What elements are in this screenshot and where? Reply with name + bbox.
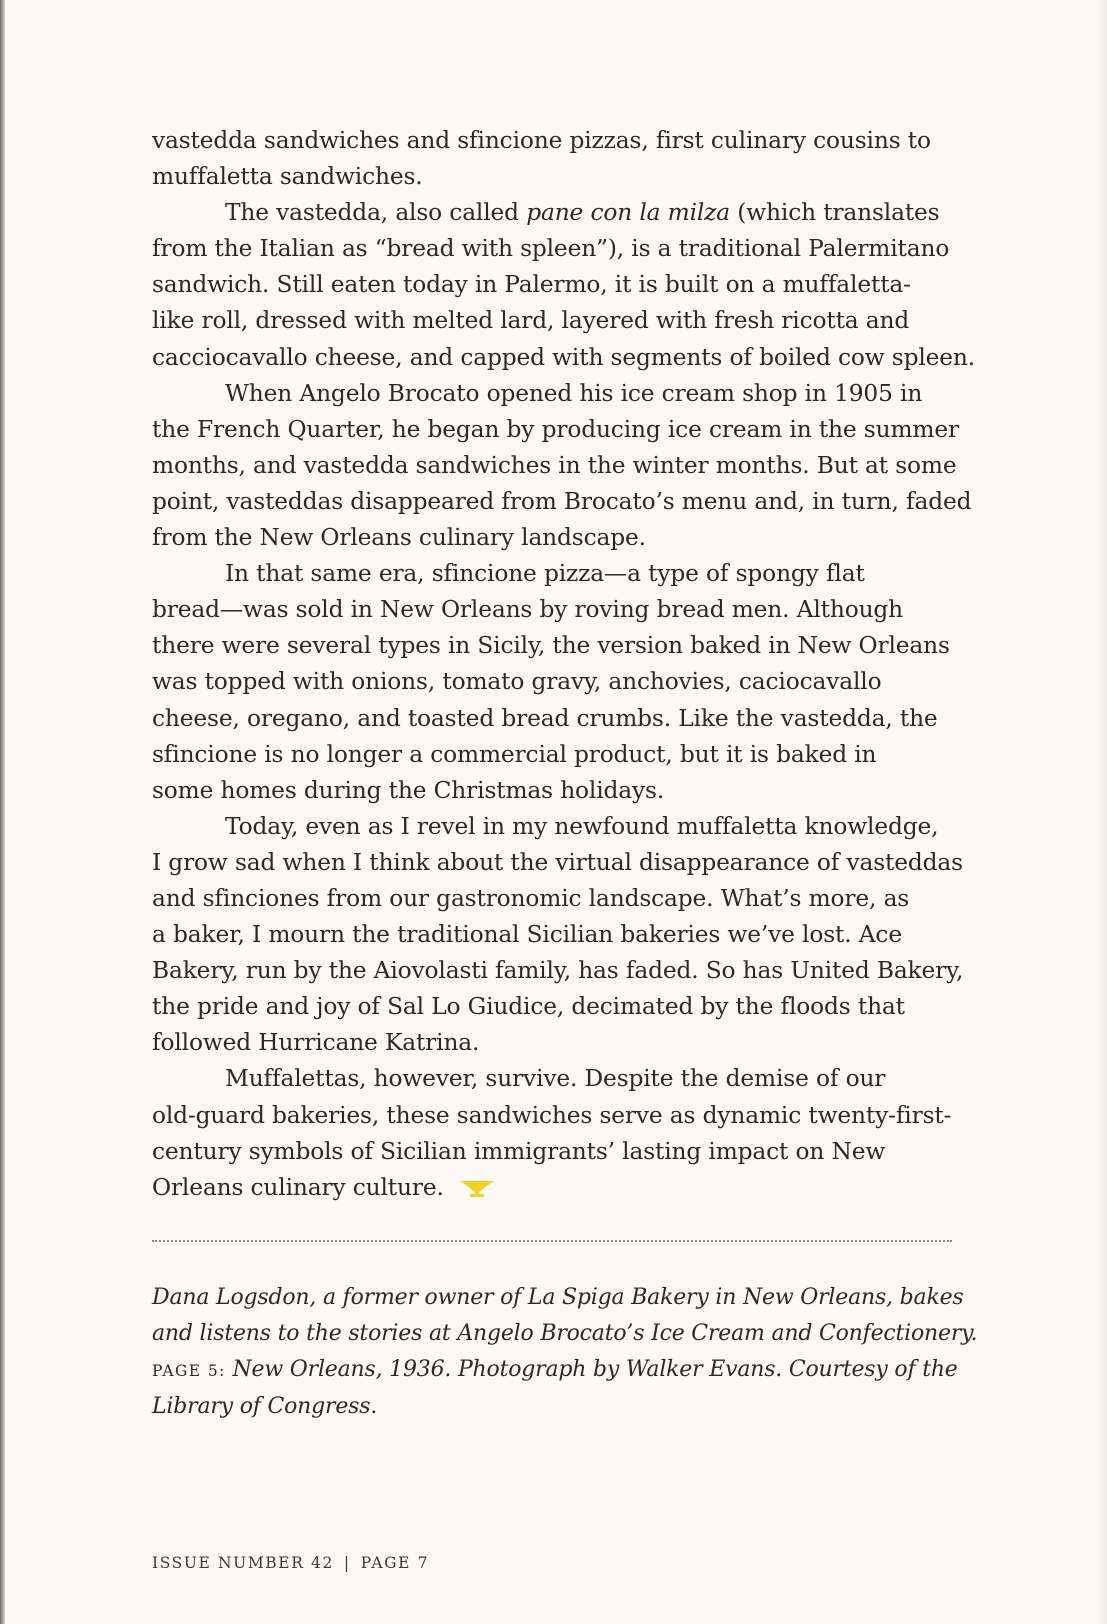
caption-line: [152, 1352, 962, 1389]
end-of-article-cup-icon: [458, 1177, 496, 1199]
issue-number: ISSUE NUMBER 42: [152, 1554, 334, 1572]
text-line: the French Quarter, he began by producing ice cream in the summer: [152, 415, 959, 443]
page-edge-left: [0, 0, 5, 1624]
page-edge-right: [1097, 0, 1107, 1624]
text-segment: (which translates: [730, 199, 940, 227]
caption-line: Library of Congress.: [152, 1394, 378, 1419]
dotted-divider: [152, 1240, 952, 1242]
paragraph-1: [152, 123, 962, 195]
text-line: sandwich. Still eaten today in Palermo, it is built on a muffaletta-: [152, 271, 911, 299]
caption-line: Dana Logsdon, a former owner of La Spiga Bakery in New Orleans, bakes: [152, 1285, 964, 1310]
text-segment: The vastedda, also called: [225, 199, 527, 227]
text-line: century symbols of Sicilian immigrants’ lasting impact on New: [152, 1137, 886, 1165]
caption-text-segment: New Orleans, 1936. Photograph by Walker Evans. Courtesy of the: [225, 1357, 958, 1382]
caption-line: and listens to the stories at Angelo Brocato’s Ice Cream and Confectionery.: [152, 1321, 978, 1346]
text-line: When Angelo Brocato opened his ice cream shop in 1905 in: [225, 379, 923, 407]
text-line: cheese, oregano, and toasted bread crumbs. Like the vastedda, the: [152, 704, 938, 732]
text-line: followed Hurricane Katrina.: [152, 1029, 480, 1057]
footer-separator: |: [343, 1554, 351, 1572]
text-line: Today, even as I revel in my newfound muffaletta knowledge,: [225, 812, 939, 840]
text-line: sfincione is no longer a commercial product, but it is baked in: [152, 740, 877, 768]
text-line: a baker, I mourn the traditional Sicilian bakeries we’ve lost. Ace: [152, 921, 902, 949]
paragraph-2: [152, 195, 976, 375]
text-line: In that same era, sfincione pizza—a type of spongy flat: [225, 560, 865, 588]
text-line: the pride and joy of Sal Lo Giudice, decimated by the floods that: [152, 993, 905, 1021]
text-line: [152, 195, 962, 231]
text-line: some homes during the Christmas holidays.: [152, 776, 665, 804]
page-footer: [152, 1554, 429, 1572]
author-caption: [152, 1280, 978, 1425]
text-line: from the New Orleans culinary landscape.: [152, 524, 646, 552]
text-line: I grow sad when I think about the virtual disappearance of vasteddas: [152, 848, 963, 876]
text-line: months, and vastedda sandwiches in the winter months. But at some: [152, 451, 957, 479]
page-number: PAGE 7: [360, 1554, 430, 1572]
text-line: point, vasteddas disappeared from Brocato’s menu and, in turn, faded: [152, 487, 972, 515]
text-line: was topped with onions, tomato gravy, anchovies, caciocavallo: [152, 668, 882, 696]
text-line: Bakery, run by the Aiovolasti family, has faded. So has United Bakery,: [152, 957, 964, 985]
paragraph-5: [152, 809, 962, 1062]
text-line: [152, 1170, 962, 1206]
paragraph-3: [152, 376, 972, 556]
text-line: Muffalettas, however, survive. Despite the demise of our: [225, 1065, 886, 1093]
text-line: like roll, dressed with melted lard, layered with fresh ricotta and: [152, 307, 910, 335]
text-line: cacciocavallo cheese, and capped with segments of boiled cow spleen.: [152, 343, 976, 371]
text-line: vastedda sandwiches and sfincione pizzas, first culinary cousins to: [152, 127, 931, 154]
text-line: and sfinciones from our gastronomic landscape. What’s more, as: [152, 884, 910, 912]
text-line: muffaletta sandwiches.: [152, 163, 423, 191]
paragraph-6: [152, 1061, 962, 1205]
text-line: bread—was sold in New Orleans by roving bread men. Although: [152, 596, 904, 624]
text-line: old-guard bakeries, these sandwiches serve as dynamic twenty-first-: [152, 1101, 952, 1129]
text-line: from the Italian as “bread with spleen”), is a traditional Palermitano: [152, 235, 950, 263]
italic-phrase: pane con la milza: [526, 199, 731, 227]
caption-page-label: PAGE 5:: [152, 1362, 226, 1380]
article-body: [152, 123, 976, 1206]
text-line: there were several types in Sicily, the version baked in New Orleans: [152, 632, 950, 660]
paragraph-4: [152, 556, 962, 809]
text-segment: Orleans culinary culture.: [152, 1173, 444, 1201]
